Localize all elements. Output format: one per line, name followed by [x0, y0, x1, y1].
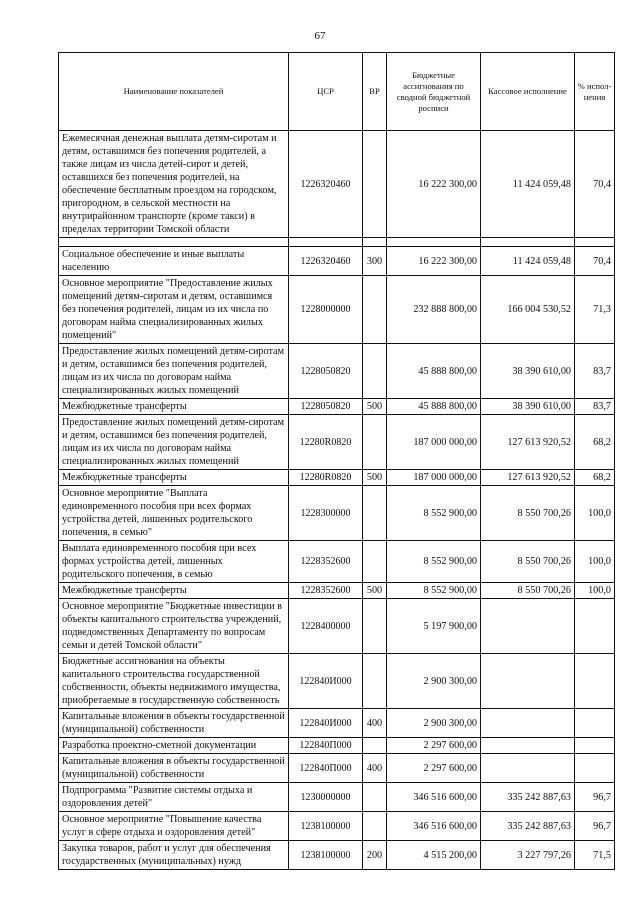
cell-cash: 166 004 530,52 — [481, 276, 575, 344]
cell-csr: 1228400000 — [289, 599, 363, 654]
cell-cash — [481, 738, 575, 754]
header-name: Наименование показателей — [59, 53, 289, 131]
cell-budget: 2 297 600,00 — [387, 738, 481, 754]
cell-budget: 4 515 200,00 — [387, 841, 481, 870]
cell-csr: 1238100000 — [289, 812, 363, 841]
cell-pct: 83,7 — [575, 399, 615, 415]
table-row — [59, 541, 615, 583]
cell-budget: 45 888 800,00 — [387, 344, 481, 399]
cell-cash — [481, 599, 575, 654]
cell-name: Межбюджетные трансферты — [59, 470, 289, 486]
cell-budget: 8 552 900,00 — [387, 541, 481, 583]
cell-cash — [481, 654, 575, 709]
cell-pct: 70,4 — [575, 247, 615, 276]
cell-pct — [575, 599, 615, 654]
cell-name: Предоставление жилых помещений детям-сиротам и детям, оставшимся без попечения родителей, лицам из их числа по договорам найма специализированных жилых помещений — [59, 415, 289, 470]
cell-vr — [363, 486, 387, 541]
cell-vr: 300 — [363, 247, 387, 276]
cell-csr: 122840П000 — [289, 738, 363, 754]
table-row — [59, 841, 615, 870]
cell-csr: 1226320460 — [289, 131, 363, 238]
cell-vr — [363, 812, 387, 841]
cell-pct — [575, 654, 615, 709]
table-row — [59, 247, 615, 276]
cell-budget: 8 552 900,00 — [387, 486, 481, 541]
cell-vr: 500 — [363, 470, 387, 486]
cell-vr — [363, 599, 387, 654]
cell-pct: 68,2 — [575, 470, 615, 486]
cell-vr: 400 — [363, 754, 387, 783]
table-row — [59, 754, 615, 783]
table-row — [59, 583, 615, 599]
cell-name: Капитальные вложения в объекты государственной (муниципальной) собственности — [59, 709, 289, 738]
cell-csr: 1238100000 — [289, 841, 363, 870]
spacer-cell — [575, 238, 615, 247]
cell-pct: 71,3 — [575, 276, 615, 344]
cell-budget: 45 888 800,00 — [387, 399, 481, 415]
cell-budget: 16 222 300,00 — [387, 131, 481, 238]
table-row — [59, 654, 615, 709]
cell-budget: 346 516 600,00 — [387, 783, 481, 812]
cell-name: Подпрограмма "Развитие системы отдыха и оздоровления детей" — [59, 783, 289, 812]
cell-csr: 122840П000 — [289, 754, 363, 783]
cell-name: Закупка товаров, работ и услуг для обеспечения государственных (муниципальных) нужд — [59, 841, 289, 870]
cell-name: Основное мероприятие "Выплата единовременного пособия при всех формах устройства детей, лишенных родительского попечения, в семью" — [59, 486, 289, 541]
cell-cash: 38 390 610,00 — [481, 344, 575, 399]
cell-name: Предоставление жилых помещений детям-сиротам и детям, оставшимся без попечения родителей, лицам из их числа по договорам найма специализированных жилых помещений — [59, 344, 289, 399]
cell-cash: 8 550 700,26 — [481, 583, 575, 599]
cell-name: Капитальные вложения в объекты государственной (муниципальной) собственности — [59, 754, 289, 783]
cell-name: Межбюджетные трансферты — [59, 399, 289, 415]
cell-csr: 1228050820 — [289, 399, 363, 415]
cell-vr — [363, 276, 387, 344]
header-vr: ВР — [363, 53, 387, 131]
cell-csr: 122840И000 — [289, 709, 363, 738]
cell-budget: 187 000 000,00 — [387, 470, 481, 486]
cell-cash: 335 242 887,63 — [481, 812, 575, 841]
table-row — [59, 344, 615, 399]
cell-name: Разработка проектно-сметной документации — [59, 738, 289, 754]
cell-name: Социальное обеспечение и иные выплаты населению — [59, 247, 289, 276]
table-row — [59, 131, 615, 238]
header-cash: Кассовое исполнение — [481, 53, 575, 131]
header-csr: ЦСР — [289, 53, 363, 131]
cell-cash: 11 424 059,48 — [481, 247, 575, 276]
cell-budget: 16 222 300,00 — [387, 247, 481, 276]
cell-pct: 83,7 — [575, 344, 615, 399]
cell-budget: 2 297 600,00 — [387, 754, 481, 783]
header-budget: Бюджетные ассигнования по сводной бюджетной росписи — [387, 53, 481, 131]
cell-vr — [363, 783, 387, 812]
cell-pct — [575, 754, 615, 783]
cell-budget: 2 900 300,00 — [387, 654, 481, 709]
header-row — [59, 53, 615, 131]
table-row — [59, 276, 615, 344]
cell-vr: 500 — [363, 399, 387, 415]
cell-pct: 70,4 — [575, 131, 615, 238]
cell-vr: 400 — [363, 709, 387, 738]
cell-csr: 12280R0820 — [289, 470, 363, 486]
page-number: 67 — [314, 30, 326, 42]
cell-csr: 1228050820 — [289, 344, 363, 399]
table-row — [59, 470, 615, 486]
cell-name: Ежемесячная денежная выплата детям-сиротам и детям, оставшимся без попечения родителей, а также лицам из числа детей-сирот и детей, оставшихся без попечения родителей, на обеспечение бесплатным проездом на городском, пригородном, в сельской местности на внутрирайонном транспорте (кроме такси) в пределах территории Томской области — [59, 131, 289, 238]
cell-vr — [363, 654, 387, 709]
cell-budget: 346 516 600,00 — [387, 812, 481, 841]
cell-pct: 100,0 — [575, 583, 615, 599]
cell-cash: 127 613 920,52 — [481, 415, 575, 470]
cell-csr: 1228352600 — [289, 541, 363, 583]
cell-name: Выплата единовременного пособия при всех формах устройства детей, лишенных родительского попечения, в семью — [59, 541, 289, 583]
cell-csr: 1228300000 — [289, 486, 363, 541]
table-row — [59, 783, 615, 812]
cell-cash: 335 242 887,63 — [481, 783, 575, 812]
table-row — [59, 599, 615, 654]
cell-pct: 96,7 — [575, 812, 615, 841]
cell-name: Основное мероприятие "Повышение качества услуг в сфере отдыха и оздоровления детей" — [59, 812, 289, 841]
spacer-cell — [481, 238, 575, 247]
cell-cash: 38 390 610,00 — [481, 399, 575, 415]
cell-csr: 1230000000 — [289, 783, 363, 812]
cell-csr: 122840И000 — [289, 654, 363, 709]
cell-vr: 500 — [363, 583, 387, 599]
cell-cash: 127 613 920,52 — [481, 470, 575, 486]
cell-pct: 96,7 — [575, 783, 615, 812]
cell-cash — [481, 709, 575, 738]
cell-name: Основное мероприятие "Предоставление жилых помещений детям-сиротам и детям, оставшимся без попечения родителей, лицам из их числа по договорам найма специализированных жилых помещений" — [59, 276, 289, 344]
cell-cash: 11 424 059,48 — [481, 131, 575, 238]
cell-budget: 187 000 000,00 — [387, 415, 481, 470]
cell-budget: 232 888 800,00 — [387, 276, 481, 344]
cell-csr: 12280R0820 — [289, 415, 363, 470]
table-row — [59, 738, 615, 754]
cell-csr: 1228352600 — [289, 583, 363, 599]
cell-name: Межбюджетные трансферты — [59, 583, 289, 599]
table-row — [59, 486, 615, 541]
cell-pct — [575, 709, 615, 738]
cell-vr — [363, 738, 387, 754]
cell-cash: 3 227 797,26 — [481, 841, 575, 870]
cell-vr — [363, 541, 387, 583]
spacer-cell — [59, 238, 289, 247]
cell-pct: 71,5 — [575, 841, 615, 870]
cell-vr — [363, 131, 387, 238]
cell-cash: 8 550 700,26 — [481, 486, 575, 541]
cell-cash: 8 550 700,26 — [481, 541, 575, 583]
cell-cash — [481, 754, 575, 783]
budget-table — [58, 52, 615, 870]
cell-pct: 100,0 — [575, 541, 615, 583]
table-row — [59, 812, 615, 841]
table-row — [59, 399, 615, 415]
cell-budget: 5 197 900,00 — [387, 599, 481, 654]
spacer-cell — [363, 238, 387, 247]
cell-pct: 68,2 — [575, 415, 615, 470]
spacer-cell — [289, 238, 363, 247]
cell-vr — [363, 415, 387, 470]
cell-name: Бюджетные ассигнования на объекты капитального строительства государственной собственности, объекты недвижимого имущества, приобретаемые в государственную собственность — [59, 654, 289, 709]
cell-vr — [363, 344, 387, 399]
cell-pct — [575, 738, 615, 754]
row-spacer — [59, 238, 615, 247]
table-row — [59, 709, 615, 738]
cell-pct: 100,0 — [575, 486, 615, 541]
cell-csr: 1226320460 — [289, 247, 363, 276]
table-row — [59, 415, 615, 470]
cell-budget: 2 900 300,00 — [387, 709, 481, 738]
cell-budget: 8 552 900,00 — [387, 583, 481, 599]
cell-csr: 1228000000 — [289, 276, 363, 344]
spacer-cell — [387, 238, 481, 247]
header-pct: % испол-нения — [575, 53, 615, 131]
cell-name: Основное мероприятие "Бюджетные инвестиции в объекты капитального строительства учреждений, подведомственных Департаменту по вопросам семьи и детей Томской области" — [59, 599, 289, 654]
cell-vr: 200 — [363, 841, 387, 870]
